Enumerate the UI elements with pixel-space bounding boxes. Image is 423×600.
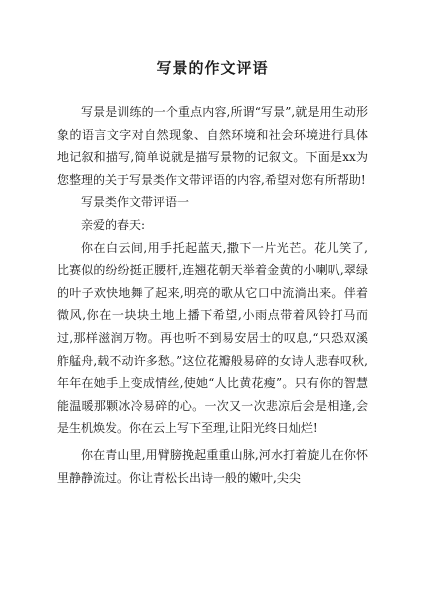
body-paragraph: 你在白云间,用手托起蓝天,撒下一片光芒。花儿笑了,比赛似的纷纷挺正腰杆,连翘花朝天举着金黄的小喇叭,翠绿的叶子欢快地舞了起来,明亮的歌从它口中流淌出来。伴着微风,你在一块块土地上播下希望,小雨点带着风铃打马而过,那样滋润万物。再也听不到易安居士的叹息,“只恐双溪舴艋舟,载不动许多愁。”这位花瓣般易碎的女诗人悲春叹秋,年年在她手上变成情丝,使她“人比黄花瘦”。只有你的智慧能温暖那颗冰冷易碎的心。一次又一次悲凉后会是相逢,会是生机焕发。你在云上写下至理,让阳光终日灿烂! [57,240,368,436]
body-paragraph: 你在青山里,用臂膀挽起重重山脉,河水打着旋儿在你怀里静静流过。你让青松长出诗一般的嫩叶,尖尖 [57,447,368,485]
intro-paragraph: 写景是训练的一个重点内容,所谓“写景”,就是用生动形象的语言文字对自然现象、自然环境和社会环境进行具体地记叙和描写,简单说就是描写景物的记叙文。下面是xx为您整理的关于写景类作文带评语的内容,希望对您有所帮助! [57,105,368,187]
salutation-paragraph: 亲爱的春天: [81,217,146,232]
section-heading: 写景类作文带评语一 [81,195,190,210]
document-title: 写景的作文评语 [156,59,269,77]
